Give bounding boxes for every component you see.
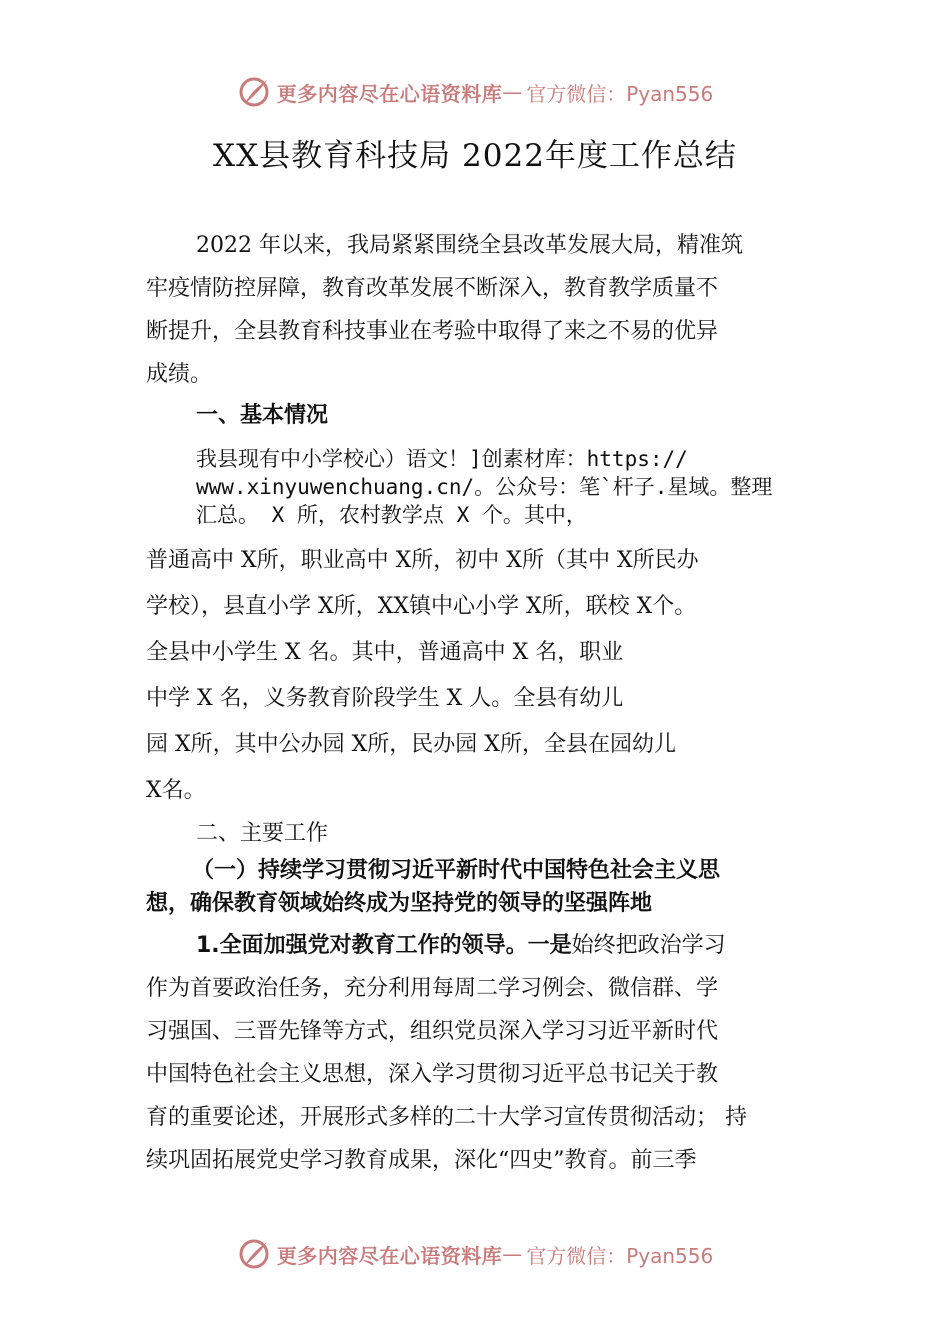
intro-line: 牢疫情防控屏障，教育改革发展不断深入，教育教学质量不 [146,276,719,301]
section1-line: 全县中小学生 X 名。其中，普通高中 X 名，职业 [146,640,624,665]
intro-line: 断提升，全县教育科技事业在考验中取得了来之不易的优异 [146,319,719,344]
mono-line: 汇总。 X 所，农村教学点 X 个。其中， [196,503,587,527]
section1-line: 园 X所，其中公办园 X所，民办园 X所，全县在园幼儿 [146,732,676,757]
item1-paragraph [146,924,747,1182]
intro-line: 成绩。 [146,362,213,387]
banner-wechat: 官方微信：Pyan556 [526,81,714,106]
subheading-line: （一）持续学习贯彻习近平新时代中国特色社会主义思 [192,858,721,883]
banner-wechat: 官方微信：Pyan556 [526,1243,714,1268]
item1-bold-lead: 1.全面加强党对教育工作的领导。一是 [196,933,572,958]
feather-circle-logo-icon [237,75,271,109]
subheading-one [146,854,720,920]
item1-line: 续巩固拓展党史学习教育成果，深化“四史”教育。前三季 [146,1148,697,1173]
section-heading-main-work: 二、主要工作 [196,821,329,846]
item1-line: 习强国、三晋先锋等方式，组织党员深入学习习近平新时代 [146,1019,719,1044]
banner-text: 更多内容尽在心语资料库 [276,1243,503,1268]
section1-line: 中学 X 名，义务教育阶段学生 X 人。全县有幼儿 [146,686,624,711]
mono-line: www.xinyuwenchuang.cn/。公众号：笔`杆子.星域。整理 [196,475,773,499]
banner-text: 更多内容尽在心语资料库 [276,81,503,106]
footer-banner [0,1234,950,1274]
intro-line: 2022 年以来，我局紧紧围绕全县改革发展大局，精准筑 [196,233,743,258]
section-heading-basic: 一、基本情况 [196,403,329,428]
item1-line: 作为首要政治任务，充分利用每周二学习例会、微信群、学 [146,976,719,1001]
item1-lead-rest: 始终把政治学习 [571,933,726,958]
header-banner [0,72,950,112]
item1-line: 育的重要论述，开展形式多样的二十大学习宣传贯彻活动； 持 [146,1105,747,1130]
section1-line: X名。 [146,778,206,803]
item1-first-line [146,924,747,967]
mono-line: 我县现有中小学校心）语文！]创素材库：https:// [196,447,688,471]
subheading-line: 想，确保教育领域始终成为坚持党的领导的坚强阵地 [146,891,653,916]
feather-circle-logo-icon [237,1237,271,1271]
section1-line: 普通高中 X所，职业高中 X所，初中 X所（其中 X所民办 [146,548,699,573]
intro-paragraph [146,224,743,396]
item1-line: 中国特色社会主义思想，深入学习贯彻习近平总书记关于教 [146,1062,719,1087]
section1-line: 学校），县直小学 X所，XX镇中心小学 X所，联校 X个。 [146,594,697,619]
banner-dash: — [502,1242,523,1266]
document-title: XX县教育科技局 2022年度工作总结 [213,138,737,174]
banner-dash: — [502,80,523,104]
section1-paragraph [146,538,699,814]
section1-mono-block [196,445,772,529]
